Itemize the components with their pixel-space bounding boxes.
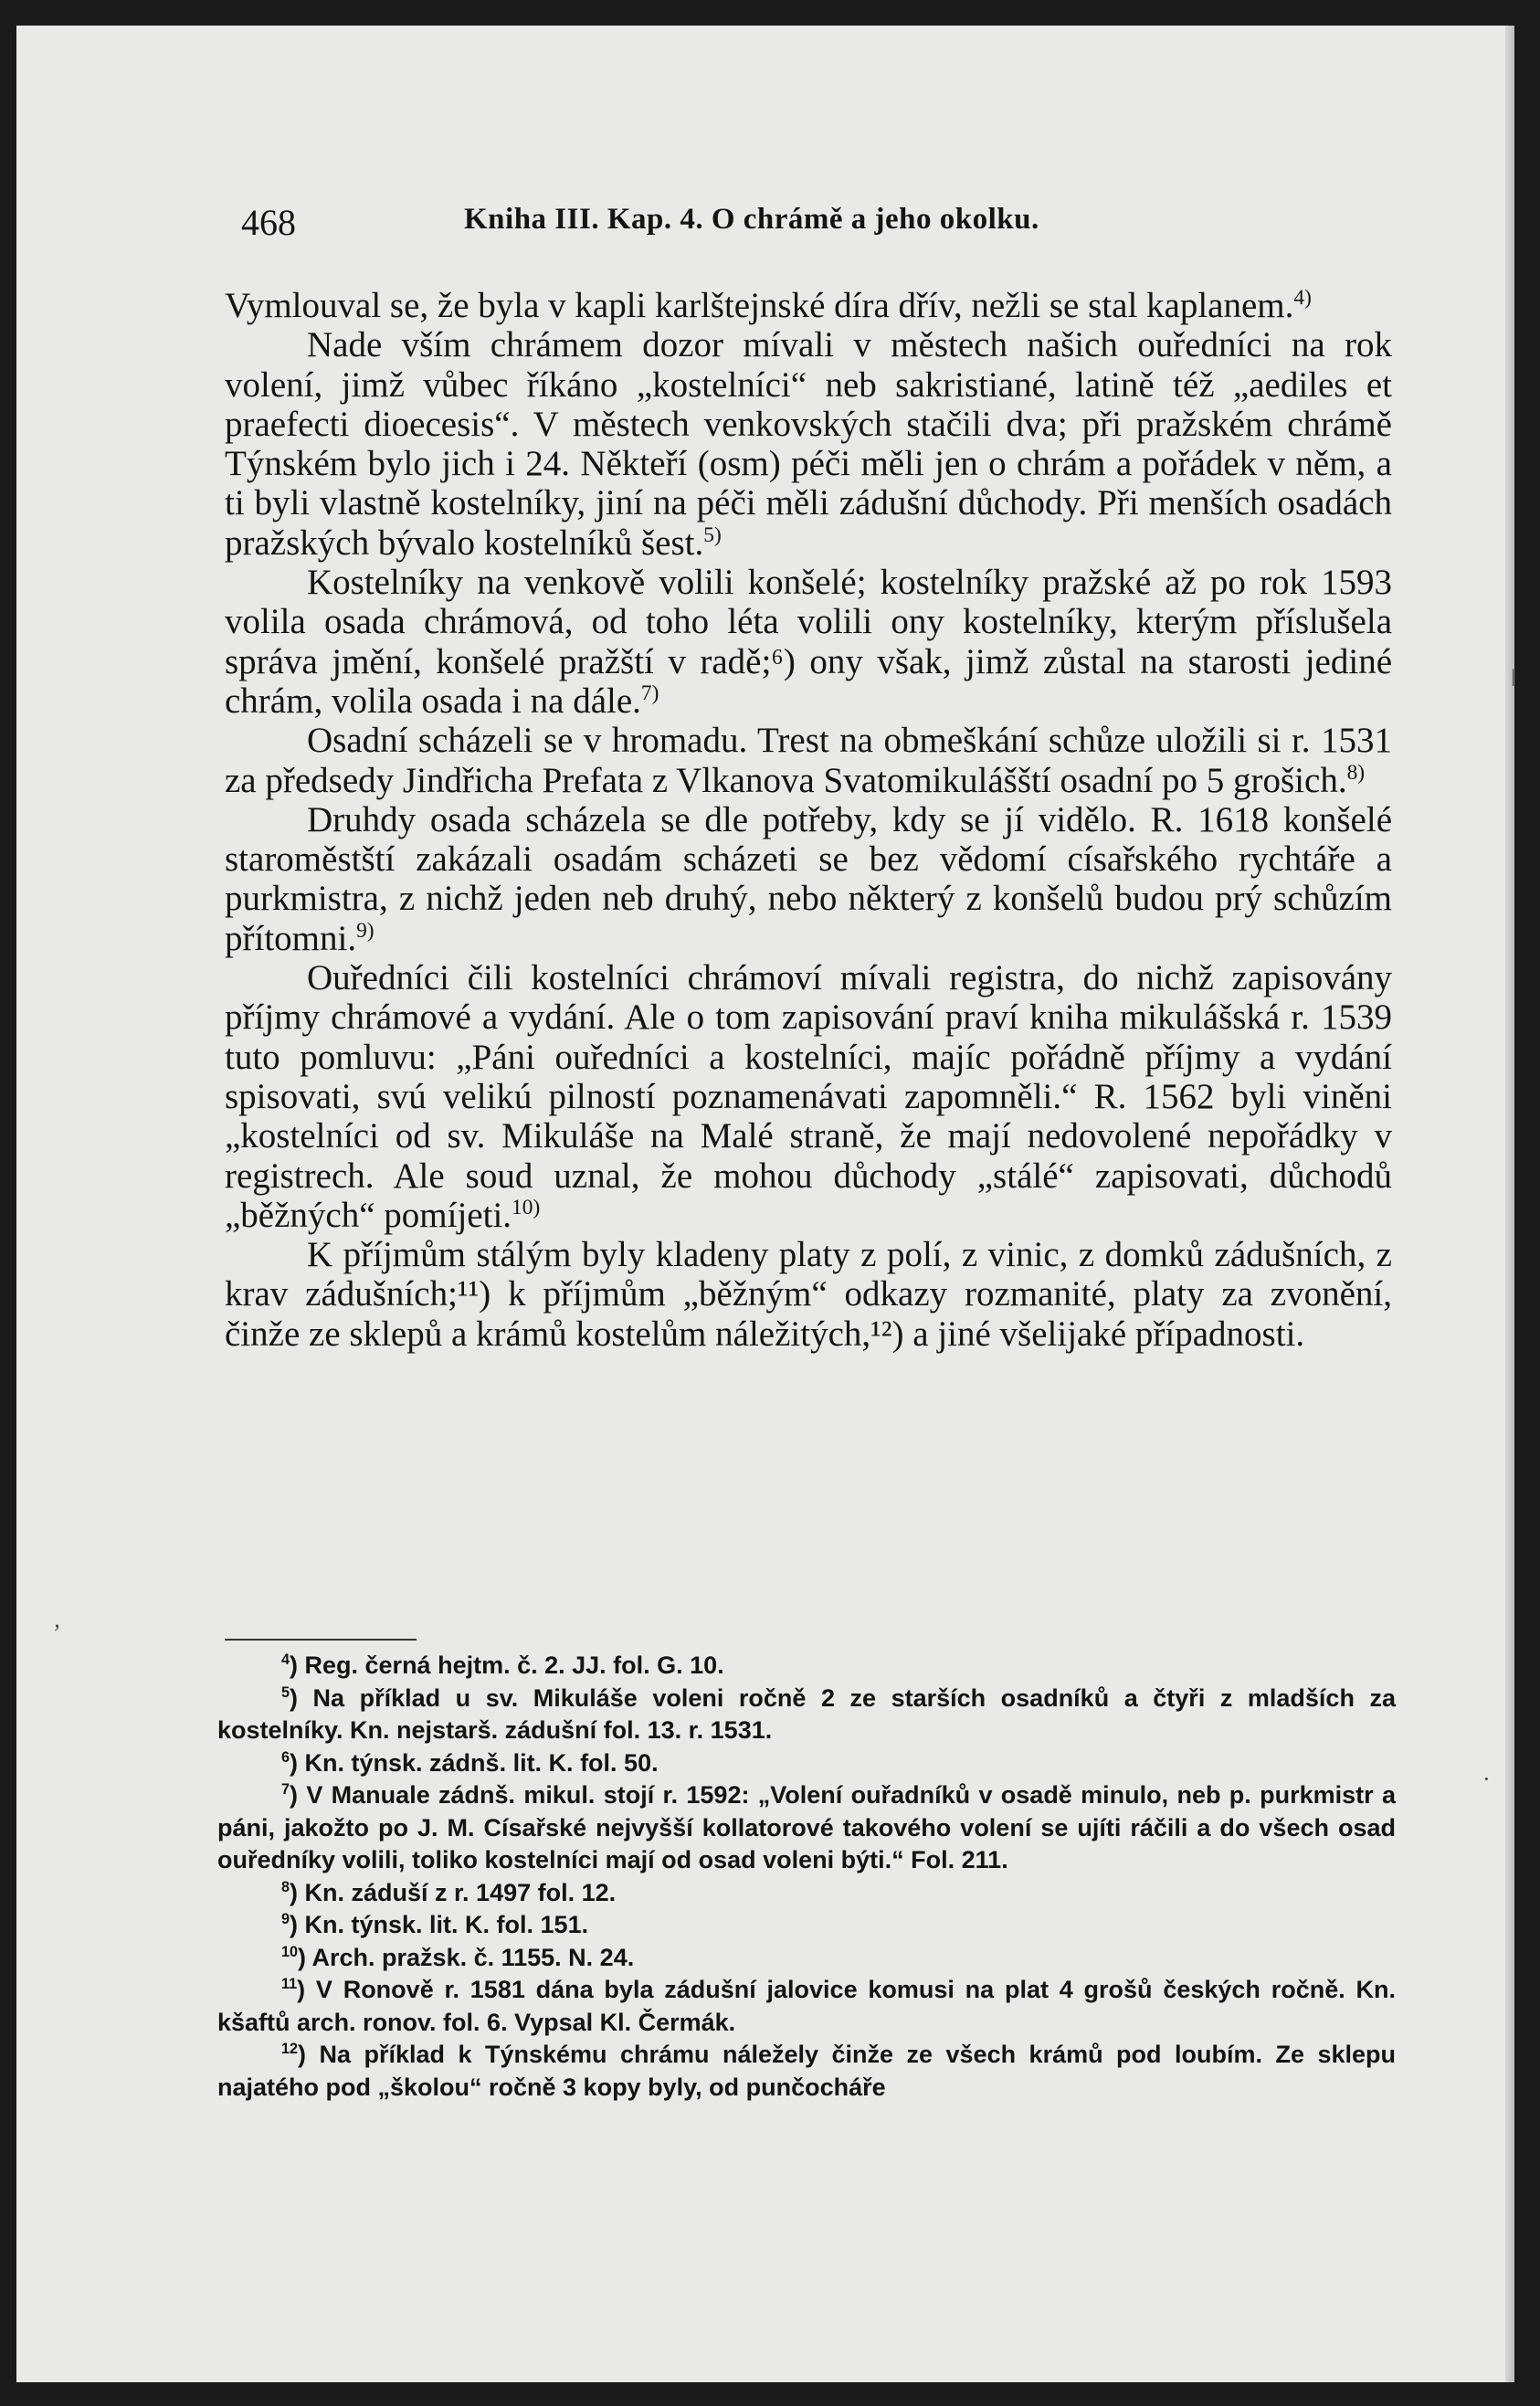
footnote-ref[interactable]: 10) (512, 1195, 541, 1219)
paragraph: K příjmům stálým byly kladeny platy z polí, z vinic, z domků zádušních, z krav zádušních;¹¹) k příjmům „běžným“ odkazy rozmanité, platy za zvonění, činže ze sklepů a krámů kostelům náležitých,¹²) a jiné všelijaké případnosti. (225, 1235, 1392, 1354)
paragraph: Ouředníci čili kostelníci chrámoví mívali registra, do nichž zapisovány příjmy chrámové a vydání. Ale o tom zapisování praví kniha mikulášská r. 1539 tuto pomluvu: „Páni ouředníci a kostelníci, majíc pořádně příjmy a vydání spisovati, svú velikú pilností poznamenávati zapomněli.“ R. 1562 byli viněni „kostelníci od sv. Mikuláše na Malé straně, že mají nedovolené nepořádky v registrech. Ale soud uznal, že mohou důchody „stálé“ zapisovati, důchodů „běžných“ pomíjeti.$^{10)}$ (225, 958, 1392, 1235)
footnote: $^9$) Kn. týnsk. lit. K. fol. 151. (281, 1911, 589, 1938)
footnote: $^{12}$) Na příklad k Týnskému chrámu náležely činže ze všech krámů pod loubím. Ze sklepu najatého pod „školou“ ročně 3 kopy byly, od punčocháře (217, 2041, 1396, 2101)
footnote-ref[interactable]: 5) (703, 522, 722, 547)
paragraph: Kostelníky na venkově volili konšelé; kostelníky pražské až po rok 1593 volila osada chrámová, od toho léta volili ony kostelníky, kterým příslušela správa jmění, konšelé pražští v radě;⁶) ony však, jimž zůstal na starosti jediné chrám, volila osada i na dále.$^{7)}$ (225, 563, 1392, 721)
paragraph: Nade vším chrámem dozor mívali v městech našich ouředníci na rok volení, jimž vůbec říkáno „kostelníci“ neb sakristiané, latině též „aediles et praefecti dioecesis“. V městech venkovských stačili dva; při pražském chrámě Týnském bylo jich i 24. Někteří (osm) péči měli jen o chrám a pořádek v něm, a ti byli vlastně kostelníky, jiní na péči měli zádušní důchody. Při menších osadách pražských bývalo kostelníků šest.$^{5)}$ (225, 325, 1392, 563)
paragraph: Osadní scházeli se v hromadu. Trest na obmeškání schůze uložili si r. 1531 za předsedy Jindřicha Prefata z Vlkanova Svatomikulášští osadní po 5 grošich.$^{8)}$ (225, 721, 1392, 800)
main-text (225, 286, 1392, 1354)
footnote-separator (225, 1639, 417, 1641)
footnote-ref[interactable]: 7) (640, 681, 659, 705)
page-header (225, 181, 1366, 245)
page-number: 468 (241, 202, 296, 243)
footnote: $^6$) Kn. týnsk. zádnš. lit. K. fol. 50. (281, 1748, 659, 1777)
margin-mark: ʼ (53, 1620, 61, 1646)
margin-mark: · (1482, 1766, 1491, 1792)
footnote: $^7$) V Manuale zádnš. mikul. stojí r. 1592: „Volení ouřadníků v osadě minulo, neb p. purkmistr a páni, jakožto po J. M. Císařské nejvyšší kollatorové takového volení se ujíti ráčili a do všech osad ouředníky volili, toliko kostelníci mají od osad voleni býti.“ Fol. 211. (217, 1781, 1396, 1873)
page-edge (1505, 26, 1514, 2382)
footnote: $^{11}$) V Ronově r. 1581 dána byla zádušní jalovice komusi na plat 4 grošů českých ročně. Kn. kšaftů arch. ronov. fol. 6. Vypsal Kl. Čermák. (217, 1976, 1396, 2036)
footnote: $^5$) Na příklad u sv. Mikuláše voleni ročně 2 ze starších osadníků a čtyři z mladších za kostelníky. Kn. nejstarš. zádušní fol. 13. r. 1531. (217, 1683, 1396, 1744)
paragraph: Vymlouval se, že byla v kapli karlštejnské díra dřív, nežli se stal kaplanem.$^{4)}$ (225, 286, 1312, 325)
scanned-page (16, 26, 1514, 2382)
footnote-ref[interactable]: 4) (1293, 286, 1312, 310)
margin-mark: ǀ (1511, 665, 1516, 691)
running-head: Kniha III. Kap. 4. O chrámě a jeho okolku. (464, 203, 1039, 236)
footnote: $^{10}$) Arch. pražsk. č. 1155. N. 24. (281, 1943, 635, 1971)
footnote-ref[interactable]: 8) (1346, 760, 1366, 785)
footnote-ref[interactable]: 9) (356, 918, 374, 943)
footnotes (217, 1650, 1396, 2104)
paragraph: Druhdy osada scházela se dle potřeby, kdy se jí vidělo. R. 1618 konšelé staroměstští zakázali osadám scházeti se bez vědomí císařského rychtáře a purkmistra, z nichž jeden neb druhý, nebo některý z konšelů budou prý schůzím přítomni.$^{9)}$ (225, 799, 1392, 958)
footnote: $^4$) Reg. černá hejtm. č. 2. JJ. fol. G. 10. (281, 1651, 724, 1679)
footnote: $^8$) Kn. záduší z r. 1497 fol. 12. (281, 1878, 617, 1906)
